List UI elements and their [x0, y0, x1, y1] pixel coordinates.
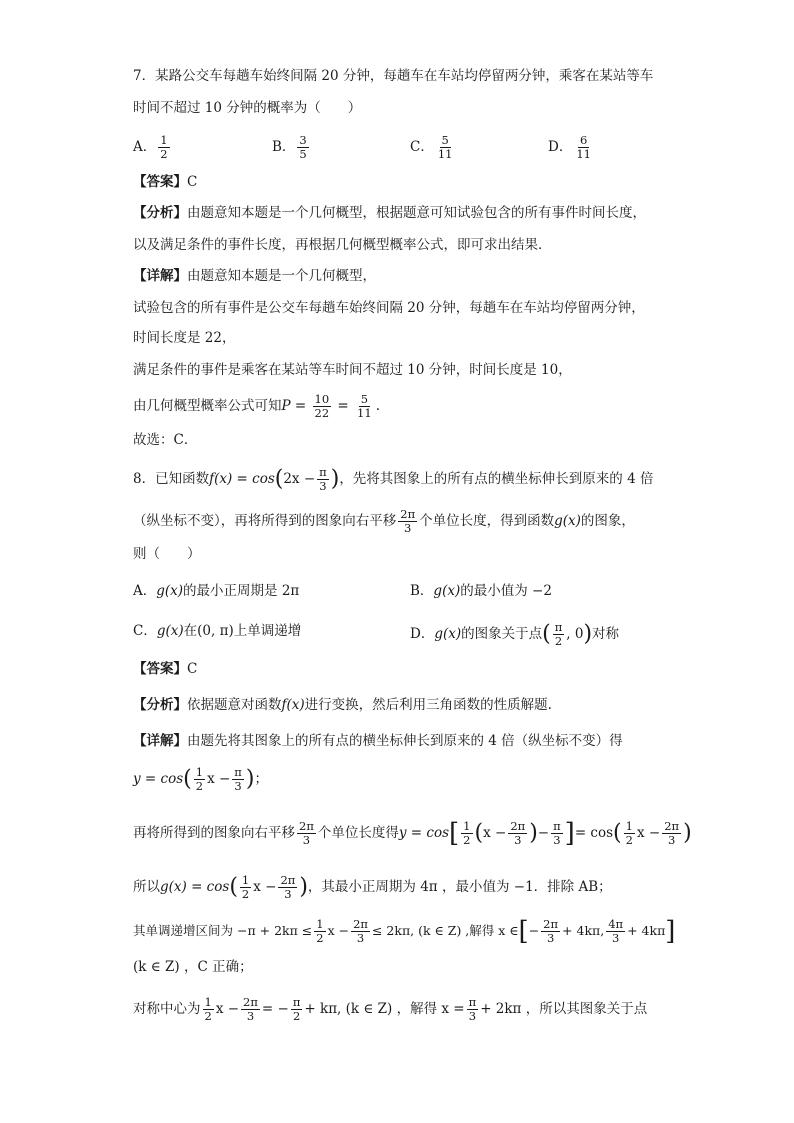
paren: )	[330, 466, 340, 492]
q7-stem-line2	[133, 98, 361, 118]
denominator: 11	[357, 406, 372, 420]
detail-text: ≤ 2kπ, (k ∈ Z) ,解得 x ∈	[371, 923, 519, 938]
bracket: [	[518, 916, 529, 947]
analysis-text: 由题意知本题是一个几何概型，根据题意可知试验包含的所有事件时间长度，	[187, 205, 646, 221]
paren: (	[613, 820, 622, 846]
denominator: 3	[404, 521, 412, 535]
numerator: 1	[195, 765, 204, 779]
fraction	[436, 134, 455, 161]
detail-text: (k ∈ Z) ，C 正确；	[133, 959, 253, 975]
q8-option-a	[133, 581, 299, 601]
paren: )	[245, 766, 255, 792]
q7-detail-line2	[133, 298, 645, 318]
detail-text: 对称中心为	[133, 1001, 201, 1017]
denominator: 3	[246, 1009, 255, 1023]
math-expr: (0, π)	[197, 623, 234, 639]
option-label: D．	[410, 626, 435, 642]
option-text: 的最小值为 −2	[460, 583, 552, 599]
analysis-tag: 【分析】	[133, 697, 187, 713]
math-expr: f(x) = cos	[209, 471, 275, 487]
paren: )	[529, 820, 538, 846]
option-label: D．	[548, 139, 573, 155]
denominator: 2	[160, 147, 168, 161]
detail-text: ；	[254, 771, 268, 787]
math-expr: + 4kπ,	[562, 923, 605, 938]
option-label: C．	[133, 623, 157, 639]
denominator: 3	[546, 931, 555, 945]
q7-detail-line5	[133, 393, 380, 420]
analysis-text: 以及满足条件的事件长度，再根据几何概型概率公式，即可求出结果．	[133, 237, 552, 253]
denominator: 2	[195, 779, 204, 793]
fraction	[551, 820, 563, 847]
denominator: 5	[299, 147, 307, 161]
fraction	[158, 134, 169, 161]
fraction	[351, 918, 370, 945]
q8-option-d	[410, 621, 619, 648]
fraction	[240, 874, 251, 901]
paren: (	[474, 820, 484, 846]
paren: (	[229, 874, 238, 900]
numerator: π	[234, 765, 242, 779]
q8-analysis	[133, 695, 552, 715]
q8-detail-line7	[133, 996, 647, 1023]
math-expr: −	[537, 825, 550, 841]
equals: =	[333, 398, 354, 414]
fraction	[624, 820, 635, 847]
math-expr: 2x −	[283, 471, 316, 487]
math-expr: g(x)	[554, 513, 581, 529]
q7-stem-text: 7．某路公交车每趟车始终间隔 20 分钟，每趟车在车站均停留两分钟，乘客在某站等车	[133, 68, 654, 84]
fraction	[467, 996, 479, 1023]
fraction	[553, 621, 565, 648]
option-label: A．	[133, 139, 157, 155]
numerator: 6	[579, 133, 588, 147]
q8-stem-line2	[133, 508, 635, 535]
bracket: ]	[564, 818, 575, 849]
q7-detail-line4	[133, 360, 572, 380]
fraction	[606, 918, 625, 945]
analysis-text: 进行变换，然后利用三角函数的性质解题.	[304, 697, 552, 713]
paren: (	[183, 766, 192, 792]
fraction	[317, 466, 329, 493]
detail-text: 由题意知本题是一个几何概型，	[187, 268, 376, 284]
math-expr: g(x)	[156, 583, 184, 599]
bracket: [	[449, 818, 460, 849]
q8-detail-line4	[133, 874, 612, 901]
denominator: 11	[576, 147, 591, 161]
math-expr: x −	[327, 923, 350, 938]
q8-stem-line3	[133, 544, 201, 564]
detail-text: ，其最小正周期为 4π ，最小值为 −1．排除 AB；	[307, 879, 612, 895]
detail-text: 其单调递增区间为 −π + 2kπ ≤	[133, 923, 313, 938]
math-var: P	[281, 398, 291, 414]
detail-text: 所以	[133, 879, 160, 895]
numerator: π	[468, 995, 477, 1009]
denominator: 2	[554, 634, 563, 648]
stem-text: 则（ ）	[133, 546, 201, 562]
numerator: π	[554, 620, 563, 634]
math-expr: x −	[483, 825, 507, 841]
fraction	[194, 766, 205, 793]
fraction	[461, 820, 472, 847]
math-expr: = cos	[574, 825, 614, 841]
denominator: 22	[314, 406, 330, 420]
math-expr: g(x)	[434, 626, 462, 642]
math-expr: y = cos	[398, 825, 450, 841]
denominator: 3	[234, 779, 242, 793]
math-expr: g(x)	[433, 583, 461, 599]
numerator: 1	[625, 819, 633, 833]
numerator: 1	[241, 873, 250, 887]
fraction	[508, 820, 527, 847]
q8-stem-line1	[133, 466, 653, 493]
math-expr: x −	[253, 879, 277, 895]
bracket: ]	[665, 916, 676, 947]
answer-value: C	[187, 661, 198, 677]
numerator: π	[553, 819, 561, 833]
detail-text: 由几何概型概率公式可知	[133, 398, 282, 414]
numerator: 2π	[543, 917, 559, 931]
q8-detail-line1	[133, 731, 623, 751]
denominator: 2	[204, 1009, 212, 1023]
numerator: 5	[441, 133, 449, 147]
denominator: 3	[356, 931, 365, 945]
answer-tag: 【答案】	[133, 661, 187, 677]
numerator: 1	[204, 995, 212, 1009]
paren: (	[542, 621, 551, 647]
detail-text: 时间长度是 22，	[133, 330, 236, 346]
option-text: 在	[183, 623, 198, 639]
stem-text: 的图象，	[580, 513, 635, 529]
option-label: A．	[133, 583, 157, 599]
detail-tag: 【详解】	[133, 733, 187, 749]
fraction	[574, 134, 593, 161]
math-expr: x −	[215, 1001, 240, 1017]
denominator: 2	[292, 1009, 301, 1023]
paren: (	[274, 466, 284, 492]
stem-text: 8．已知函数	[133, 471, 210, 487]
numerator: π	[292, 995, 301, 1009]
detail-text: 试验包含的所有事件是公交车每趟车始终间隔 20 分钟，每趟车在车站均停留两分钟，	[133, 300, 645, 316]
q7-detail-line1	[133, 266, 376, 286]
q7-detail-line3	[133, 328, 235, 348]
numerator: 1	[160, 133, 168, 147]
denominator: 3	[284, 887, 292, 901]
answer-tag: 【答案】	[133, 174, 187, 190]
option-text: 上单调递增	[233, 623, 302, 639]
numerator: 1	[463, 819, 471, 833]
fraction	[398, 508, 417, 535]
paren: )	[299, 874, 308, 900]
detail-tag: 【详解】	[133, 268, 187, 284]
math-expr: x −	[207, 771, 231, 787]
numerator: 1	[316, 917, 324, 931]
analysis-tag: 【分析】	[133, 205, 187, 221]
fraction	[291, 996, 303, 1023]
fraction	[313, 393, 332, 420]
option-label: B．	[272, 139, 296, 155]
fraction	[232, 766, 244, 793]
detail-text: + kπ, (k ∈ Z) ，解得 x =	[304, 1001, 465, 1017]
option-text: 的图象关于点	[461, 626, 543, 642]
option-text: 对称	[592, 626, 620, 642]
math-expr: = −	[261, 1001, 289, 1017]
denominator: 3	[611, 931, 620, 945]
denominator: 2	[625, 833, 633, 847]
denominator: 3	[319, 479, 327, 493]
fraction	[314, 918, 325, 945]
math-expr: −	[528, 923, 540, 938]
denominator: 11	[437, 147, 453, 161]
detail-text: 再将所得到的图象向右平移	[133, 825, 295, 841]
stem-text: （纵坐标不变），再将所得到的图象向右平移	[133, 513, 397, 529]
denominator: 2	[463, 833, 471, 847]
denominator: 3	[667, 833, 676, 847]
q7-analysis-line1	[133, 203, 646, 223]
conclusion-text: 故选：C．	[133, 432, 198, 448]
detail-text: 满足条件的事件是乘客在某站等车时间不超过 10 分钟，时间长度是 10，	[133, 362, 572, 378]
stem-text: ，先将其图象上的所有点的横坐标伸长到原来的 4 倍	[339, 471, 654, 487]
numerator: 10	[314, 392, 330, 406]
numerator: 2π	[400, 507, 416, 521]
analysis-text: 依据题意对函数	[187, 697, 282, 713]
q7-option-a	[133, 134, 172, 161]
numerator: 5	[360, 392, 369, 406]
q8-answer	[133, 659, 197, 679]
math-expr: g(x)	[156, 623, 184, 639]
numerator: 2π	[243, 995, 258, 1009]
numerator: 2π	[280, 873, 296, 887]
q7-answer	[133, 172, 197, 192]
q7-conclusion	[133, 430, 197, 450]
q7-stem-text: 时间不超过 10 分钟的概率为（ ）	[133, 100, 362, 116]
fraction	[203, 996, 214, 1023]
denominator: 3	[553, 833, 561, 847]
numerator: 2π	[353, 917, 368, 931]
period: .	[375, 398, 380, 414]
option-label: C．	[410, 139, 434, 155]
q7-option-d	[548, 134, 595, 161]
q8-option-b	[410, 581, 552, 601]
denominator: 2	[241, 887, 250, 901]
fraction	[541, 918, 560, 945]
q7-option-c	[410, 134, 456, 161]
math-expr: x −	[636, 825, 661, 841]
q7-stem-line1	[133, 66, 653, 86]
fraction	[662, 820, 681, 847]
denominator: 3	[302, 833, 311, 847]
numerator: 2π	[664, 819, 680, 833]
denominator: 2	[316, 931, 324, 945]
math-expr: , 0	[566, 626, 584, 642]
math-expr: y = cos	[133, 771, 184, 787]
q7-analysis-line2	[133, 235, 552, 255]
q8-detail-line5	[133, 918, 675, 945]
numerator: π	[319, 465, 327, 479]
option-label: B．	[410, 583, 434, 599]
math-expr: f(x)	[281, 697, 305, 713]
numerator: 2π	[510, 819, 526, 833]
paren: )	[583, 621, 593, 647]
detail-text: + 2kπ ，所以其图象关于点	[480, 1001, 648, 1017]
math-expr: g(x) = cos	[160, 879, 230, 895]
numerator: 3	[299, 133, 307, 147]
q7-option-b	[272, 134, 311, 161]
numerator: 4π	[608, 917, 624, 931]
denominator: 3	[514, 833, 522, 847]
equals: =	[290, 398, 311, 414]
fraction	[355, 393, 374, 420]
stem-text: 个单位长度，得到函数	[419, 513, 555, 529]
fraction	[278, 874, 297, 901]
detail-text: 个单位长度得	[317, 825, 399, 841]
q8-detail-line2	[133, 766, 268, 793]
math-expr: + 4kπ	[627, 923, 666, 938]
denominator: 3	[468, 1009, 477, 1023]
q8-detail-line3	[133, 820, 692, 847]
answer-value: C	[187, 174, 198, 190]
option-text: 的最小正周期是 2π	[183, 583, 300, 599]
q8-option-c	[133, 621, 301, 641]
q8-detail-line6	[133, 957, 253, 977]
fraction	[297, 820, 316, 847]
paren: )	[683, 820, 692, 846]
fraction	[297, 134, 308, 161]
numerator: 2π	[299, 819, 314, 833]
fraction	[241, 996, 260, 1023]
detail-text: 由题先将其图象上的所有点的横坐标伸长到原来的 4 倍（纵坐标不变）得	[187, 733, 623, 749]
